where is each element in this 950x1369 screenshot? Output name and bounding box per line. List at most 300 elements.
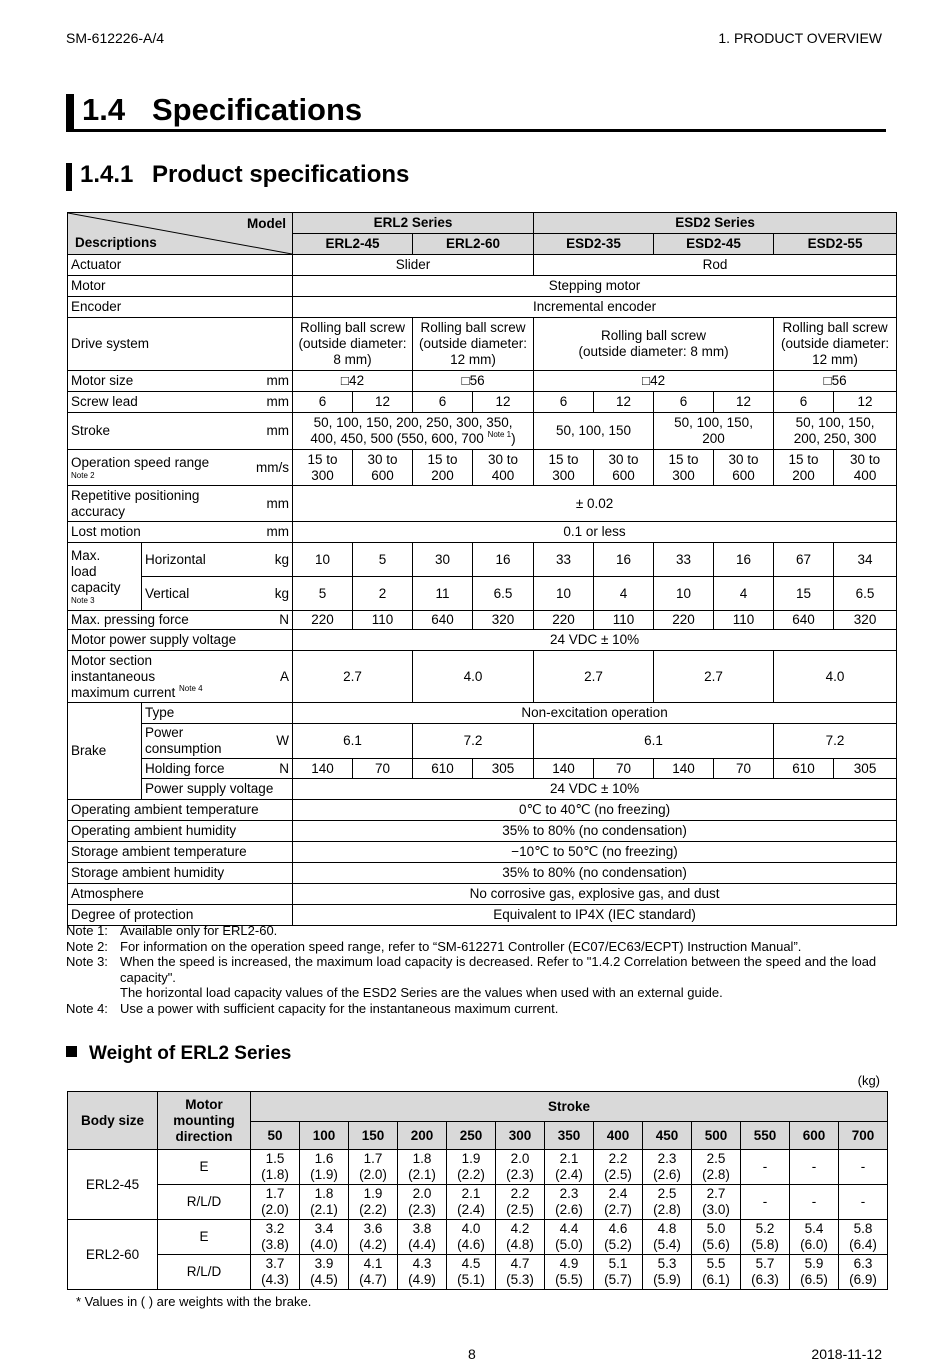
row-label: Motor	[68, 276, 293, 297]
weight-value: 4.8	[657, 1221, 677, 1236]
note-key: Note 1:	[66, 923, 108, 938]
note-key: Note 3:	[66, 954, 108, 969]
weight-value: 5.4	[804, 1221, 824, 1236]
unit: N	[279, 612, 289, 627]
weight-cell	[398, 1150, 447, 1185]
weight-value: 1.8	[412, 1151, 432, 1166]
spec-value: 12	[834, 392, 897, 413]
spec-value: 140	[534, 759, 594, 779]
weight-with-brake: (4.6)	[457, 1237, 485, 1252]
spec-value: 640	[413, 611, 473, 630]
stroke-column-header: 50	[251, 1122, 300, 1150]
weight-value: 2.5	[657, 1186, 677, 1201]
notes	[66, 923, 896, 1016]
weight-with-brake: (5.1)	[457, 1272, 485, 1287]
spec-value: 220	[534, 611, 594, 630]
row-label: Type	[142, 703, 293, 724]
spec-value: 140	[654, 759, 714, 779]
spec-value	[473, 450, 534, 486]
label-text: Lost motion	[71, 524, 141, 539]
label-text: maximum current	[71, 684, 180, 700]
spec-value: 5	[353, 543, 413, 577]
spec-value: 7.2	[774, 724, 897, 759]
text-line: 400	[491, 467, 515, 483]
stroke-column-header: 200	[398, 1122, 447, 1150]
weight-value: 4.4	[559, 1221, 579, 1236]
weight-cell	[349, 1255, 398, 1290]
row-label: Actuator	[68, 255, 293, 276]
row-label	[142, 543, 293, 577]
spec-value: 6.1	[534, 724, 774, 759]
spec-value	[774, 318, 897, 371]
weight-cell	[594, 1220, 643, 1255]
note-item	[66, 923, 896, 939]
weight-cell	[692, 1220, 741, 1255]
unit: kg	[274, 551, 289, 567]
spec-value: 15	[774, 577, 834, 611]
unit: mm/s	[256, 459, 289, 475]
weight-value: -	[860, 1194, 866, 1209]
spec-value	[654, 413, 774, 450]
weight-cell	[447, 1185, 496, 1220]
weight-value: 2.0	[510, 1151, 530, 1166]
spec-value: □56	[413, 371, 534, 392]
weight-cell	[790, 1185, 839, 1220]
weight-value: 3.6	[363, 1221, 383, 1236]
weight-value: 5.3	[657, 1256, 677, 1271]
text-line: 30 to	[850, 451, 881, 467]
row-label: Motor power supply voltage	[68, 630, 293, 651]
stroke-column-header: 500	[692, 1122, 741, 1150]
text-line: 300	[311, 467, 334, 483]
subsection-title: Product specifications	[152, 161, 410, 188]
text-line: 30 to	[728, 451, 759, 467]
weight-with-brake: (6.3)	[751, 1272, 779, 1287]
unit: W	[276, 733, 289, 748]
weight-cell	[300, 1255, 349, 1290]
stroke-column-header: 300	[496, 1122, 545, 1150]
weight-value: 6.3	[853, 1256, 873, 1271]
weight-value: 5.1	[608, 1256, 628, 1271]
weight-cell	[741, 1150, 790, 1185]
weight-table	[67, 1091, 888, 1290]
weight-value: 4.0	[461, 1221, 481, 1236]
table-row	[68, 1185, 888, 1220]
spec-value: 11	[413, 577, 473, 611]
spec-value: 16	[594, 543, 654, 577]
weight-cell	[790, 1255, 839, 1290]
spec-value: Rod	[534, 255, 897, 276]
row-label	[68, 651, 293, 703]
weight-value: 1.6	[314, 1151, 334, 1166]
weight-with-brake: (5.2)	[604, 1237, 632, 1252]
weight-with-brake: (2.5)	[604, 1167, 632, 1182]
note-key: Note 2:	[66, 938, 108, 954]
weight-cell	[643, 1150, 692, 1185]
weight-with-brake: (5.7)	[604, 1272, 632, 1287]
document-date: 2018-11-12	[811, 1346, 882, 1362]
note-item	[66, 954, 896, 985]
spec-value: 220	[293, 611, 353, 630]
weight-with-brake: (5.9)	[653, 1272, 681, 1287]
weight-cell	[839, 1185, 888, 1220]
weight-with-brake: (5.6)	[702, 1237, 730, 1252]
text-line: Rolling ball screw	[601, 328, 707, 343]
weight-cell	[300, 1220, 349, 1255]
spec-value: 34	[834, 543, 897, 577]
weight-cell	[545, 1255, 594, 1290]
weight-value: 3.2	[265, 1221, 285, 1236]
spec-value: 10	[293, 543, 353, 577]
weight-value: 5.0	[706, 1221, 726, 1236]
spec-value	[834, 450, 897, 486]
spec-value: 6	[534, 392, 594, 413]
weight-with-brake: (6.0)	[800, 1237, 828, 1252]
spec-value: □42	[293, 371, 413, 392]
row-label: Power supply voltage	[142, 779, 293, 800]
weight-cell	[741, 1185, 790, 1220]
text-line: 600	[612, 467, 635, 483]
weight-value: 1.9	[461, 1151, 481, 1166]
weight-cell	[398, 1185, 447, 1220]
weight-with-brake: (5.4)	[653, 1237, 681, 1252]
weight-cell	[496, 1255, 545, 1290]
spec-value: 35% to 80% (no condensation)	[293, 863, 897, 884]
spec-value: 305	[473, 759, 534, 779]
weight-cell	[545, 1220, 594, 1255]
direction-cell: R/L/D	[158, 1255, 251, 1290]
weight-value: 4.1	[363, 1256, 383, 1271]
text-line: 15 to	[788, 451, 819, 467]
header-line: direction	[175, 1128, 233, 1144]
label-text: Stroke	[71, 423, 111, 438]
note-ref: Note 4	[179, 683, 203, 693]
unit: kg	[274, 585, 289, 601]
spec-value: 16	[714, 543, 774, 577]
weight-value: 1.8	[314, 1186, 334, 1201]
weight-value: 4.3	[412, 1256, 432, 1271]
weight-with-brake: (4.9)	[408, 1272, 436, 1287]
weight-value: 2.1	[559, 1151, 579, 1166]
text-line: 400, 450, 500 (550, 600, 700	[310, 431, 488, 446]
weight-heading	[66, 1043, 291, 1065]
weight-cell	[643, 1255, 692, 1290]
weight-cell	[545, 1150, 594, 1185]
weight-value: 4.2	[510, 1221, 530, 1236]
text-line: (outside diameter:	[298, 336, 407, 351]
spec-value	[534, 318, 774, 371]
document-id: SM-612226-A/4	[66, 30, 165, 46]
weight-cell	[251, 1185, 300, 1220]
spec-value: 7.2	[413, 724, 534, 759]
weight-value: 2.7	[706, 1186, 726, 1201]
weight-cell	[447, 1220, 496, 1255]
weight-value: 5.9	[804, 1256, 824, 1271]
label-text: Horizontal	[145, 551, 206, 567]
weight-value: 2.3	[657, 1151, 677, 1166]
unit: mm	[266, 495, 289, 511]
weight-value: 4.5	[461, 1256, 481, 1271]
weight-with-brake: (6.4)	[849, 1237, 877, 1252]
section-title: Specifications	[152, 92, 363, 127]
spec-value: 4.0	[413, 651, 534, 703]
weight-cell	[692, 1255, 741, 1290]
spec-value: 30	[413, 543, 473, 577]
note-item	[66, 985, 896, 1001]
spec-value: 35% to 80% (no condensation)	[293, 821, 897, 842]
weight-with-brake: (2.6)	[653, 1167, 681, 1182]
direction-cell: R/L/D	[158, 1185, 251, 1220]
note-text: When the speed is increased, the maximum load capacity is decreased. Refer to "1.4.2 Correlation between the speed and the load capacity".	[120, 954, 877, 985]
stroke-column-header: 100	[300, 1122, 349, 1150]
weight-value: 1.7	[265, 1186, 285, 1201]
weight-value: 3.4	[314, 1221, 334, 1236]
weight-value: 2.0	[412, 1186, 432, 1201]
spec-value	[594, 450, 654, 486]
weight-value: -	[811, 1194, 817, 1209]
weight-footnote: * Values in ( ) are weights with the brake.	[76, 1294, 312, 1309]
label-text: consumption	[145, 741, 222, 756]
row-label	[68, 392, 293, 413]
spec-value: 4	[594, 577, 654, 611]
row-label	[68, 371, 293, 392]
model-header: ESD2-45	[654, 234, 774, 255]
spec-value: 10	[534, 577, 594, 611]
text-line: 600	[371, 467, 394, 483]
table-row	[68, 1150, 888, 1185]
label-text: Motor size	[71, 373, 134, 388]
spec-value: 67	[774, 543, 834, 577]
weight-cell	[643, 1220, 692, 1255]
product-specifications-table	[67, 212, 897, 926]
stroke-column-header: 700	[839, 1122, 888, 1150]
spec-value: Slider	[293, 255, 534, 276]
unit: A	[279, 668, 289, 684]
weight-with-brake: (6.5)	[800, 1272, 828, 1287]
spec-value: 24 VDC ± 10%	[293, 630, 897, 651]
spec-value	[654, 450, 714, 486]
text-line: 30 to	[367, 451, 398, 467]
text-line: 12 mm)	[812, 352, 858, 367]
text-line: 8 mm)	[333, 352, 372, 367]
text-line: )	[511, 431, 516, 446]
label-text: Vertical	[145, 585, 190, 601]
weight-cell	[692, 1150, 741, 1185]
spec-value: 12	[594, 392, 654, 413]
spec-value: 220	[654, 611, 714, 630]
text-line: 15 to	[427, 451, 458, 467]
text-line: 200	[792, 467, 815, 483]
weight-with-brake: (3.8)	[261, 1237, 289, 1252]
weight-cell	[300, 1185, 349, 1220]
model-header: ESD2-35	[534, 234, 654, 255]
stroke-column-header: 150	[349, 1122, 398, 1150]
spec-value: 4	[714, 577, 774, 611]
spec-value: 320	[473, 611, 534, 630]
weight-with-brake: (2.4)	[555, 1167, 583, 1182]
note-ref: Note 3	[71, 596, 95, 605]
spec-value: □56	[774, 371, 897, 392]
section-number: 1.4	[82, 92, 126, 127]
weight-with-brake: (2.8)	[653, 1202, 681, 1217]
weight-with-brake: (5.0)	[555, 1237, 583, 1252]
row-label	[142, 724, 293, 759]
spec-value: 70	[594, 759, 654, 779]
body-size-header: Body size	[68, 1092, 158, 1150]
stroke-column-header: 400	[594, 1122, 643, 1150]
weight-cell	[545, 1185, 594, 1220]
weight-cell	[251, 1255, 300, 1290]
spec-value: 70	[353, 759, 413, 779]
note-item	[66, 1001, 896, 1017]
unit: mm	[266, 394, 289, 409]
spec-value: 305	[834, 759, 897, 779]
spec-value: 2	[353, 577, 413, 611]
weight-value: 1.7	[363, 1151, 383, 1166]
text-line: 50, 100, 150, 200, 250, 300, 350,	[313, 415, 513, 430]
text-line: (outside diameter:	[781, 336, 890, 351]
spec-value: 140	[293, 759, 353, 779]
row-label	[68, 450, 293, 486]
unit: N	[279, 760, 289, 776]
weight-value: 5.8	[853, 1221, 873, 1236]
weight-value: 2.2	[510, 1186, 530, 1201]
spec-value: 12	[353, 392, 413, 413]
weight-with-brake: (4.2)	[359, 1237, 387, 1252]
weight-value: 2.5	[706, 1151, 726, 1166]
label-text: accuracy	[71, 503, 126, 519]
weight-value: 5.5	[706, 1256, 726, 1271]
weight-cell	[496, 1185, 545, 1220]
square-bullet-icon	[66, 1046, 77, 1057]
text-line: 12 mm)	[450, 352, 496, 367]
text-line: 600	[732, 467, 755, 483]
header-line: mounting	[173, 1112, 235, 1128]
weight-with-brake: (6.9)	[849, 1272, 877, 1287]
weight-cell	[349, 1150, 398, 1185]
spec-value: No corrosive gas, explosive gas, and dust	[293, 884, 897, 905]
spec-value	[534, 450, 594, 486]
weight-cell	[496, 1150, 545, 1185]
spec-value	[774, 413, 897, 450]
weight-value: 2.3	[559, 1186, 579, 1201]
row-label	[68, 611, 293, 630]
text-line: 30 to	[608, 451, 639, 467]
row-label	[68, 486, 293, 522]
spec-value: Stepping motor	[293, 276, 897, 297]
section-heading	[66, 92, 886, 132]
spec-value: 6	[413, 392, 473, 413]
spec-value: 70	[714, 759, 774, 779]
spec-value: 24 VDC ± 10%	[293, 779, 897, 800]
text-line: 30 to	[488, 451, 519, 467]
spec-value: 110	[353, 611, 413, 630]
label-text: Motor section	[71, 652, 153, 668]
spec-value	[293, 413, 534, 450]
text-line: Rolling ball screw	[420, 320, 526, 335]
weight-unit: (kg)	[857, 1073, 880, 1088]
weight-cell	[741, 1255, 790, 1290]
label-text: capacity	[71, 580, 121, 595]
weight-value: 4.9	[559, 1256, 579, 1271]
weight-value: 3.7	[265, 1256, 285, 1271]
text-line: 50, 100, 150,	[674, 415, 753, 430]
spec-value: 33	[654, 543, 714, 577]
weight-cell	[251, 1150, 300, 1185]
weight-cell	[643, 1185, 692, 1220]
spec-value: 50, 100, 150	[534, 413, 654, 450]
spec-value: 320	[834, 611, 897, 630]
label-text: instantaneous	[71, 668, 156, 684]
note-text: For information on the operation speed range, refer to “SM-612271 Controller (EC07/EC63/ECPT) Instruction Manual”.	[120, 938, 802, 954]
row-label: Storage ambient humidity	[68, 863, 293, 884]
weight-with-brake: (4.4)	[408, 1237, 436, 1252]
model-description-header	[68, 213, 293, 255]
direction-cell: E	[158, 1220, 251, 1255]
spec-value: 2.7	[293, 651, 413, 703]
weight-value: 2.1	[461, 1186, 481, 1201]
weight-cell	[349, 1220, 398, 1255]
spec-value: 6.1	[293, 724, 413, 759]
spec-value	[774, 450, 834, 486]
weight-value: 2.4	[608, 1186, 628, 1201]
stroke-header: Stroke	[251, 1092, 888, 1122]
unit: mm	[266, 373, 289, 388]
weight-with-brake: (2.3)	[506, 1167, 534, 1182]
note-key	[66, 985, 120, 1001]
text-line: 200	[702, 431, 725, 446]
spec-value: Incremental encoder	[293, 297, 897, 318]
weight-value: 3.8	[412, 1221, 432, 1236]
weight-with-brake: (2.1)	[408, 1167, 436, 1182]
series-header: ERL2 Series	[293, 213, 534, 234]
model-header: ERL2-45	[293, 234, 413, 255]
spec-value: □42	[534, 371, 774, 392]
spec-value	[353, 450, 413, 486]
weight-with-brake: (2.0)	[359, 1167, 387, 1182]
spec-value	[413, 450, 473, 486]
spec-value: 6	[293, 392, 353, 413]
spec-value: 2.7	[654, 651, 774, 703]
weight-cell	[496, 1220, 545, 1255]
weight-with-brake: (3.0)	[702, 1202, 730, 1217]
text-line: 15 to	[548, 451, 579, 467]
spec-value: 5	[293, 577, 353, 611]
spec-value: 610	[413, 759, 473, 779]
note-ref: Note 1	[487, 430, 512, 439]
series-header: ESD2 Series	[534, 213, 897, 234]
label-text: Operation speed range	[71, 455, 210, 470]
weight-value: 5.7	[755, 1256, 775, 1271]
spec-value: 110	[714, 611, 774, 630]
text-line: 200, 250, 300	[793, 431, 877, 446]
page-number: 8	[468, 1346, 476, 1362]
spec-value: 33	[534, 543, 594, 577]
stroke-column-header: 600	[790, 1122, 839, 1150]
row-label: Encoder	[68, 297, 293, 318]
text-line: (outside diameter: 8 mm)	[578, 344, 729, 359]
weight-with-brake: (5.5)	[555, 1272, 583, 1287]
spec-value: 4.0	[774, 651, 897, 703]
weight-cell	[447, 1255, 496, 1290]
weight-value: 5.2	[755, 1221, 775, 1236]
note-text: Available only for ERL2-60.	[120, 923, 278, 938]
spec-value: 610	[774, 759, 834, 779]
weight-with-brake: (2.0)	[261, 1202, 289, 1217]
weight-with-brake: (2.4)	[457, 1202, 485, 1217]
spec-value: 6.5	[473, 577, 534, 611]
weight-value: -	[762, 1194, 768, 1209]
